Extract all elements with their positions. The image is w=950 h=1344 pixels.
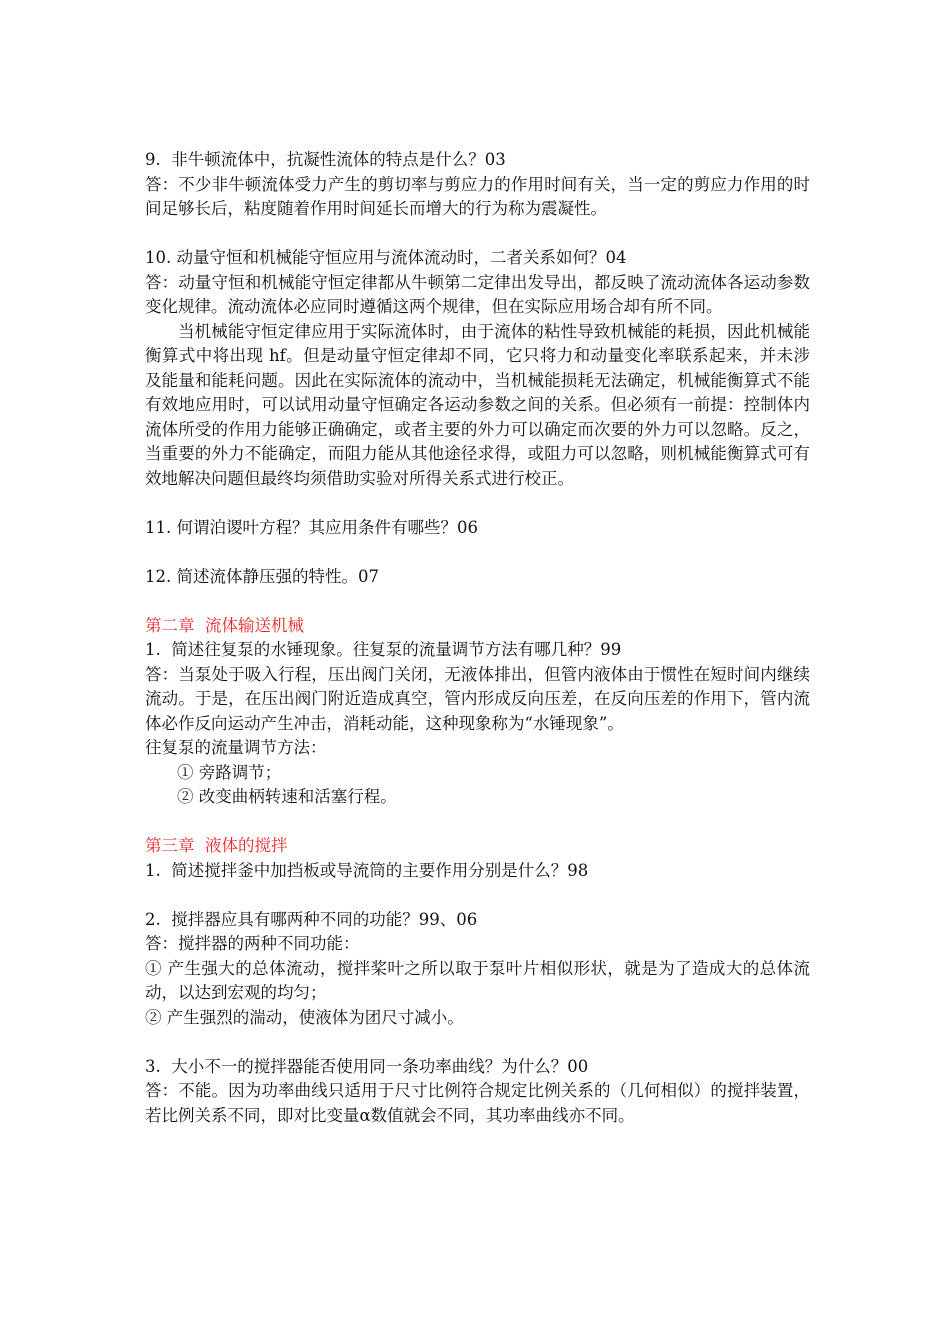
chapter-3-question-1-title: 1. 简述搅拌釜中加挡板或导流筒的主要作用分别是什么？98 — [145, 860, 589, 880]
function-item: ② 产生强烈的湍动，使液体为团尺寸减小。 — [145, 1007, 464, 1027]
chapter-2-question-1-title: 1. 简述往复泵的水锤现象。往复泵的流量调节方法有哪几种？99 — [145, 640, 622, 659]
question-10-answer: 答：动量守恒和机械能守恒定律都从牛顿第二定律出发导出，都反映了流动流体各运动参数变化规律。流动流体必应同时遵循这两个规律，但在实际应用场合却有所不同。 — [145, 272, 810, 316]
paragraph-gap — [145, 810, 810, 835]
chapter-3-question-3-title: 3. 大小不一的搅拌器能否使用同一条功率曲线？为什么？00 — [145, 1056, 589, 1076]
chapter-3-question-2-title: 2. 搅拌器应具有哪两种不同的功能？99、06 — [145, 909, 478, 929]
paragraph-gap — [145, 1030, 810, 1055]
question-9-answer: 答：不少非牛顿流体受力产生的剪切率与剪应力的作用时间有关，当一定的剪应力作用的时间足够长后，粘度随着作用时间延长而增大的行为称为震凝性。 — [145, 174, 810, 218]
paragraph-gap — [145, 491, 810, 516]
function-item: ① 产生强大的总体流动，搅拌桨叶之所以取于泵叶片相似形状，就是为了造成大的总体流动，以达到宏观的均匀； — [145, 958, 810, 1002]
paragraph-gap — [145, 883, 810, 908]
method-item: ① 旁路调节； — [177, 762, 282, 782]
chapter-3-heading: 第三章 液体的搅拌 — [145, 836, 288, 855]
flow-adjust-methods-intro: 往复泵的流量调节方法： — [145, 738, 327, 757]
question-11-title: 11. 何谓泊谡叶方程？其应用条件有哪些？06 — [145, 517, 478, 537]
paragraph-gap — [145, 589, 810, 614]
paragraph-gap — [145, 222, 810, 247]
paragraph-gap — [145, 540, 810, 565]
document-page — [145, 148, 831, 1128]
chapter-2-heading: 第二章 流体输送机械 — [145, 615, 304, 635]
chapter-2-question-1-answer: 答：当泵处于吸入行程，压出阀门关闭，无液体排出，但管内液体由于惯性在短时间内继续 流动。于是，在压出阀门附近造成真空，管内形成反向压差，在反向压差的作用下，管内流体必作反向运动产生冲击，消耗动能，这种现象称为“水锤现象”。 — [145, 664, 831, 733]
question-10-title: 10. 动量守恒和机械能守恒应用与流体流动时，二者关系如何？04 — [145, 248, 627, 267]
question-10-paragraph: 当机械能守恒定律应用于实际流体时，由于流体的粘性导致机械能的耗损，因此机械能衡算式中将出现 hf。但是动量守恒定律却不同，它只将力和动量变化率联系起来，并未涉及能量和能耗问题。因此在实际流体的流动中，当机械能损耗无法确定，机械能衡算式不能有效地应用时，可以试用动量守恒确定各运动参数之间的关系。但必须有一前提：控制体内流体所受的作用力能够正确确定，或者主要的外力可以确定而次要的外力可以忽略。反之，当重要的外力不能确定，而阻力能从其他途径求得，或阻力可以忽略，则机械能衡算式可有效地解决问题但最终均须借助实验对所得关系式进行校正。 — [145, 321, 810, 488]
question-9-title: 9. 非牛顿流体中，抗凝性流体的特点是什么？03 — [145, 150, 506, 169]
method-item: ② 改变曲柄转速和活塞行程。 — [177, 787, 397, 806]
chapter-3-question-3-answer: 答：不能。因为功率曲线只适用于尺寸比例符合规定比例关系的（几何相似）的搅拌装置，若比例关系不同，即对比变量α数值就会不同，其功率曲线亦不同。 — [145, 1081, 810, 1125]
chapter-3-question-2-answer-intro: 答：搅拌器的两种不同功能： — [145, 934, 360, 953]
question-12-title: 12. 简述流体静压强的特性。07 — [145, 566, 379, 586]
